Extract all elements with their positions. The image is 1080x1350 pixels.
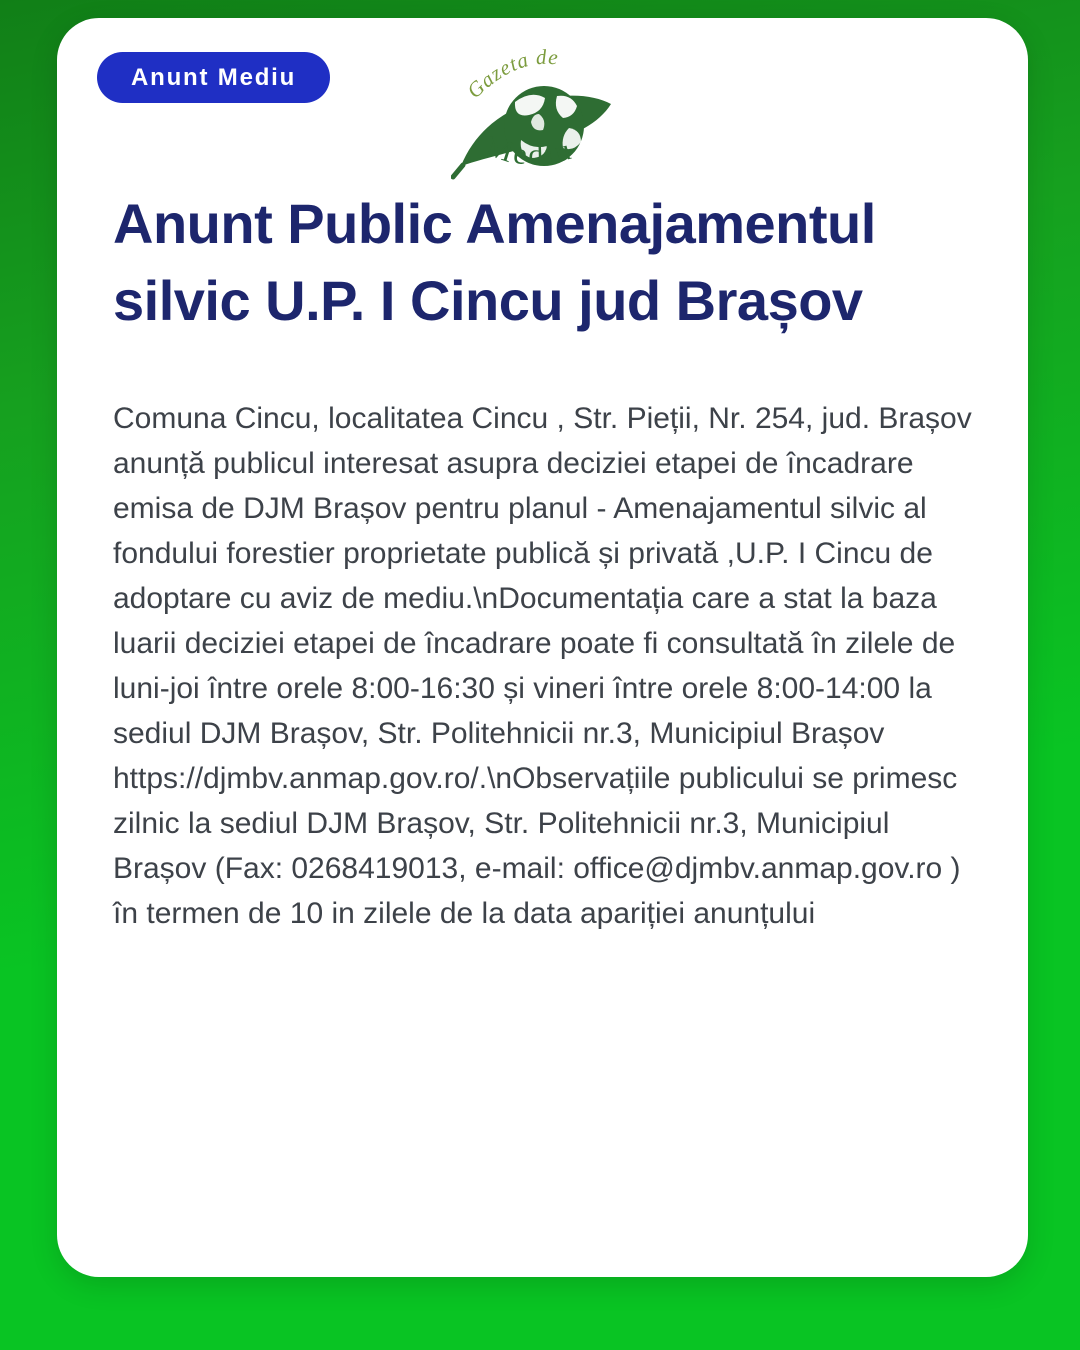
logo-bottom-text: Mediu <box>481 129 577 172</box>
category-badge: Anunt Mediu <box>97 52 330 103</box>
announcement-card <box>57 18 1028 1277</box>
gazeta-de-mediu-logo <box>451 44 635 190</box>
announcement-body: Comuna Cincu, localitatea Cincu , Str. Pieții, Nr. 254, jud. Brașov anunță publicul interesat asupra deciziei etapei de încadrare emisa de DJM Brașov pentru planul - Amenajamentul silvic al fondului forestier proprietate publică și privată ,U.P. I Cincu de adoptare cu aviz de mediu.\nDocumentația care a stat la baza luarii deciziei etapei de încadrare poate fi consultată în zilele de luni-joi între orele 8:00-16:30 și vineri între orele 8:00-14:00 la sediul DJM Brașov, Str. Politehnicii nr.3, Municipiul Brașov https://djmbv.anmap.gov.ro/.\nObservațiile publicului se primesc zilnic la sediul DJM Brașov, Str. Politehnicii nr.3, Municipiul Brașov (Fax: 0268419013, e-mail: office@djmbv.anmap.gov.ro ) în termen de 10 in zilele de la data apariției anunțului <box>113 402 981 930</box>
page-title: Anunt Public Amenajamentul silvic U.P. I Cincu jud Brașov <box>113 192 876 332</box>
logo-top-text: Gazeta de <box>461 44 560 103</box>
